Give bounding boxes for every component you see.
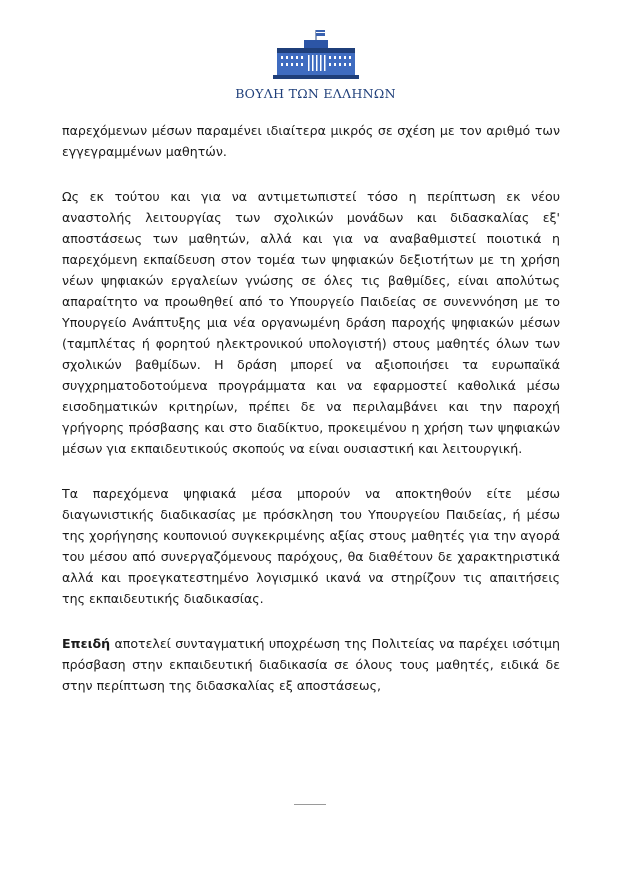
paragraph-1: παρεχόμενων μέσων παραμένει ιδιαίτερα μικρός σε σχέση με τον αριθμό των εγγεγραμμένων μαθητών.	[62, 123, 560, 159]
letterhead	[0, 28, 631, 101]
paragraph-4	[62, 633, 560, 696]
parliament-building-icon	[271, 28, 361, 80]
paragraph-4-text: αποτελεί συνταγματική υποχρέωση της Πολιτείας να παρέχει ισότιμη πρόσβαση στην εκπαιδευτική διαδικασία σε όλους τους μαθητές, ειδικά δε στην περίπτωση της διδασκαλίας εξ αποστάσεως,	[62, 636, 560, 693]
footer-divider	[294, 804, 326, 805]
document-body	[62, 120, 560, 720]
paragraph-2: Ως εκ τούτου και για να αντιμετωπιστεί τόσο η περίπτωση εκ νέου αναστολής λειτουργίας των σχολικών μονάδων και διδασκαλίας εξ' αποστάσεως των μαθητών, αλλά και για να αναβαθμιστεί ποιοτικά η παρεχόμενη εκπαίδευση στον τομέα των ψηφιακών δεξιοτήτων με τη χρήση νέων ψηφιακών εργαλείων γνώσης σε όλες τις βαθμίδες, είναι απολύτως απαραίτητο να προωθηθεί από το Υπουργείο Παιδείας σε συνεννόηση με το Υπουργείο Ανάπτυξης μια νέα οργανωμένη δράση παροχής ψηφιακών μέσων (ταμπλέτας ή φορητού ηλεκτρονικού υπολογιστή) στους μαθητές όλων των σχολικών βαθμίδων. Η δράση μπορεί να αξιοποιήσει τα ευρωπαϊκά συγχρηματοδοτούμενα προγράμματα και να εφαρμοστεί καθολικά μέσω εισοδηματικών κριτηρίων, πρέπει δε να περιλαμβάνει και την παροχή γρήγορης πρόσβασης και στο διαδίκτυο, προκειμένου η χρήση των ψηφιακών μέσων για εκπαιδευτικούς σκοπούς να είναι ουσιαστική και λειτουργική.	[62, 189, 560, 456]
paragraph-3: Τα παρεχόμενα ψηφιακά μέσα μπορούν να αποκτηθούν είτε μέσω διαγωνιστικής διαδικασίας με πρόσκληση του Υπουργείου Παιδείας, ή μέσω της χορήγησης κουπονιού συγκεκριμένης αξίας στους μαθητές για την αγορά του μέσου από συνεργαζόμενους παρόχους, θα διαθέτουν δε χαρακτηριστικά αλλά και προεγκατεστημένο λογισμικό ικανά να στηρίζουν τις απαιτήσεις της εκπαιδευτικής διαδικασίας.	[62, 486, 560, 606]
org-name: ΒΟΥΛΗ ΤΩΝ ΕΛΛΗΝΩΝ	[235, 86, 396, 101]
paragraph-4-lead: Επειδή	[62, 636, 111, 651]
